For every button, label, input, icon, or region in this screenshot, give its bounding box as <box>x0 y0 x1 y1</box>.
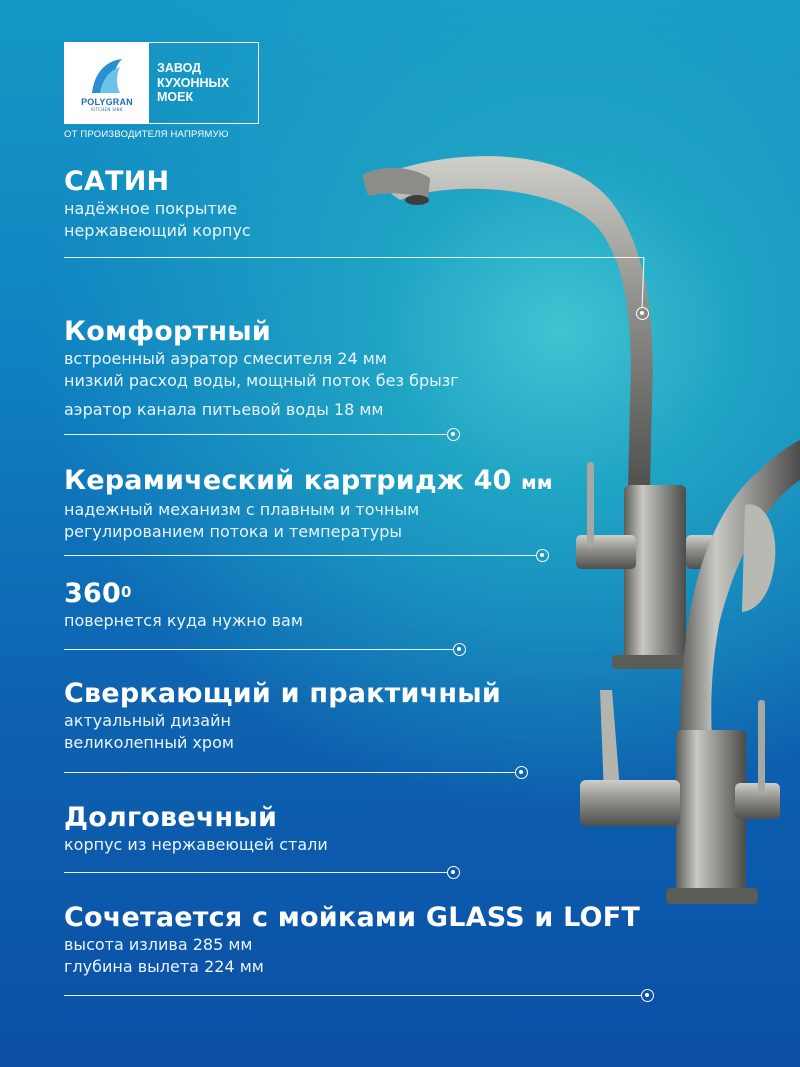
feature-title: Долговечный <box>64 802 278 833</box>
feature-cartridge: Керамический картридж 40 мм надежный механизм с плавным и точным регулированием потока и температуры <box>64 465 553 541</box>
divider-line <box>64 434 448 435</box>
divider-line <box>64 555 536 556</box>
feature-title: $360^0$ <box>64 578 132 609</box>
pointer-dot-icon <box>641 989 654 1002</box>
divider-line <box>64 995 642 996</box>
divider-line <box>64 872 448 873</box>
pointer-dot-icon <box>536 549 549 562</box>
feature-title: Комфортный <box>64 316 271 347</box>
pointer-dot-icon <box>447 866 460 879</box>
feature-sparkling: Сверкающий и практичный актуальный дизайн великолепный хром <box>64 678 501 752</box>
feature-title: Сочетается с мойками GLASS и LOFT <box>64 902 640 933</box>
feature-durable: Долговечный корпус из нержавеющей стали <box>64 802 328 854</box>
feature-compatible: Сочетается с мойками GLASS и LOFT высота излива 285 мм глубина вылета 224 мм <box>64 902 640 976</box>
pointer-dot-icon <box>515 766 528 779</box>
feature-title: САТИН <box>64 166 170 197</box>
logo-caption: ЗАВОД КУХОННЫХ МОЕК <box>157 61 230 105</box>
pointer-dot-icon <box>447 428 460 441</box>
divider-line <box>64 772 516 773</box>
feature-title: Сверкающий и практичный <box>64 678 501 709</box>
divider-line <box>64 649 454 650</box>
pointer-dot-icon <box>453 643 466 656</box>
logo-sub: KITCHEN SINK <box>91 106 123 112</box>
tagline: ОТ ПРОИЗВОДИТЕЛЯ НАПРЯМУЮ <box>64 129 229 140</box>
feature-comfort: Комфортный встроенный аэратор смесителя 24 мм низкий расход воды, мощный поток без брызг аэратор канала питьевой воды 18 мм <box>64 316 459 419</box>
feature-360: $360^0$ повернется куда нужно вам <box>64 578 303 630</box>
feature-title: Керамический картридж 40 мм <box>64 465 553 496</box>
feature-satin: САТИН надёжное покрытие нержавеющий корпус <box>64 166 251 240</box>
logo-brand: POLYGRAN <box>81 96 133 107</box>
